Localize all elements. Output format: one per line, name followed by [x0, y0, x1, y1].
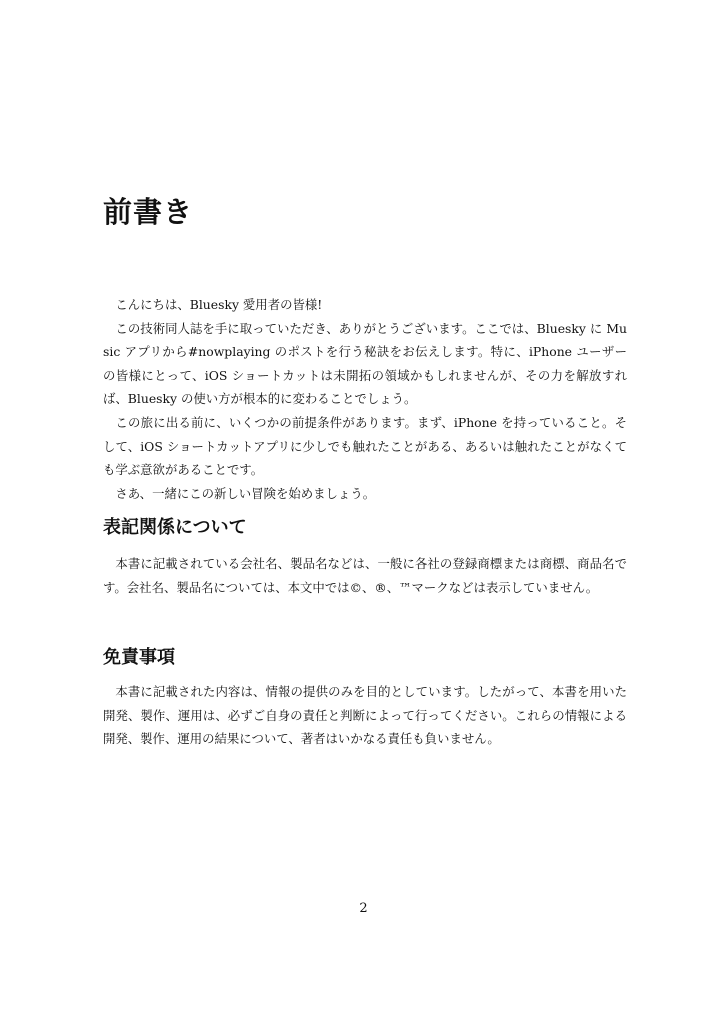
- section-heading-notation: 表記関係について: [103, 517, 247, 538]
- page-title: 前書き: [103, 195, 194, 229]
- page-number: 2: [359, 901, 368, 916]
- disclaimer-paragraph: 本書に記載された内容は、情報の提供のみを目的としています。したがって、本書を用いた開発、製作、運用は、必ずご自身の責任と判断によって行ってください。これらの情報による開発、製作、運用の結果について、著者はいかなる責任も負いません。: [103, 684, 627, 747]
- section-body-notation: [103, 552, 627, 599]
- section-heading-disclaimer: 免責事項: [103, 647, 175, 668]
- intro-paragraph-prerequisites: この旅に出る前に、いくつかの前提条件があります。まず、iPhone を持っていること。そして、iOS ショートカットアプリに少しでも触れたことがある、あるいは触れたことがなくても学ぶ意欲があることです。: [103, 414, 627, 478]
- intro-section: [103, 293, 627, 505]
- section-body-disclaimer: [103, 680, 627, 751]
- intro-paragraph-greeting: こんにちは、Bluesky 愛用者の皆様!: [115, 297, 323, 312]
- intro-paragraph-closing: さあ、一緒にこの新しい冒険を始めましょう。: [115, 485, 376, 501]
- intro-paragraph-purpose: この技術同人誌を手に取っていただき、ありがとうございます。ここでは、Bluesky に Music アプリから#nowplaying のポストを行う秘訣をお伝えします。特に、iPhone ユーザーの皆様にとって、iOS ショートカットは未開拓の領域かもしれませんが、その力を解放すれば、Bluesky の使い方が根本的に変わることでしょう。: [103, 320, 627, 407]
- notation-paragraph: 本書に記載されている会社名、製品名などは、一般に各社の登録商標または商標、商品名です。会社名、製品名については、本文中では©、®、™マークなどは表示していません。: [103, 556, 627, 595]
